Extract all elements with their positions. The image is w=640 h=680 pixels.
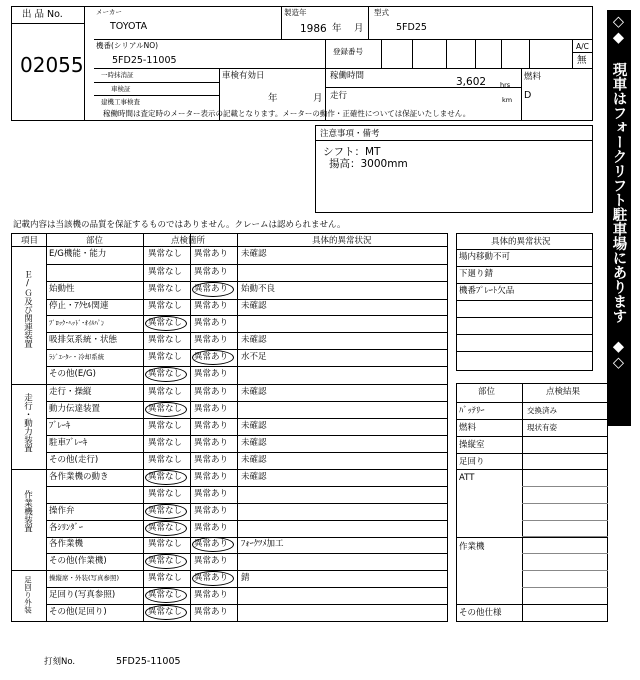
check-ok-option[interactable]: 異常なし bbox=[148, 438, 183, 448]
row-part-label: 停止・ｱｸｾﾙ関連 bbox=[49, 301, 109, 311]
row-part-label: 各作業機 bbox=[49, 539, 84, 549]
check-ok-option[interactable]: 異常なし bbox=[148, 387, 183, 397]
check-ok-option[interactable]: 異常なし bbox=[148, 267, 183, 277]
col-check-header: 点検箇所 bbox=[171, 236, 206, 246]
row-part-label: 操縦席・外装(写真参照) bbox=[49, 574, 120, 582]
parts-row-divider bbox=[456, 436, 608, 437]
detail-line-divider bbox=[456, 351, 593, 352]
check-ng-option[interactable]: 異常あり bbox=[194, 590, 229, 600]
year-label: 製造年 bbox=[284, 8, 307, 17]
check-ok-option[interactable]: 異常なし bbox=[148, 506, 183, 516]
shaken-label: 車検有効日 bbox=[222, 71, 265, 81]
detail-line-divider bbox=[456, 300, 593, 301]
check-ok-option[interactable]: 異常なし bbox=[148, 369, 183, 379]
check-ng-option[interactable]: 異常あり bbox=[194, 369, 229, 379]
check-ok-option[interactable]: 異常なし bbox=[148, 607, 183, 617]
check-ng-option[interactable]: 異常あり bbox=[194, 335, 229, 345]
location-notice: ◇◆ 現車はフォークリフト駐車場にあります ◆◇ bbox=[610, 14, 627, 371]
col-part-header: 部位 bbox=[86, 236, 104, 246]
work-sub-divider bbox=[522, 570, 608, 571]
row-part-label: その他(E/G) bbox=[49, 369, 96, 379]
inspection-label: 建機工事検査 bbox=[101, 98, 140, 106]
ac-label: A/C bbox=[576, 42, 589, 51]
registration-label: 登録番号 bbox=[333, 47, 363, 56]
ok-selected-circle bbox=[145, 588, 187, 603]
row-detail: 未確認 bbox=[241, 387, 267, 397]
vehicle-cert-label: 車検証 bbox=[111, 85, 131, 93]
ok-selected-circle bbox=[145, 367, 187, 382]
ok-selected-circle bbox=[145, 402, 187, 417]
row-divider bbox=[46, 332, 448, 333]
row-part-label: 各作業機の動き bbox=[49, 472, 109, 482]
row-detail: 未確認 bbox=[241, 472, 267, 482]
check-ok-option[interactable]: 異常なし bbox=[148, 284, 183, 294]
parts-row-part: ﾊﾞｯﾃﾘｰ bbox=[459, 406, 485, 416]
row-part-label: ﾌﾞﾛｯｸ･ﾍｯﾄﾞ･ｵｲﾙﾊﾟﾝ bbox=[49, 319, 105, 327]
row-detail: 錆 bbox=[241, 573, 250, 583]
check-ng-option[interactable]: 異常あり bbox=[194, 404, 229, 414]
check-ok-option[interactable]: 異常なし bbox=[148, 301, 183, 311]
check-ok-option[interactable]: 異常なし bbox=[148, 590, 183, 600]
model-label: 型式 bbox=[374, 8, 389, 17]
work-sub-divider bbox=[522, 587, 608, 588]
fuel-label: 燃料 bbox=[524, 72, 542, 82]
att-label: ATT bbox=[459, 473, 475, 483]
check-ok-option[interactable]: 異常なし bbox=[148, 523, 183, 533]
hours-note: 稼働時間は査定時のメーター表示の記載となります。メーターの動作・正確性については保証いたしません。 bbox=[103, 109, 471, 118]
row-part-label: ﾗｼﾞｴｰﾀｰ・冷却系統 bbox=[49, 353, 105, 361]
check-ng-option[interactable]: 異常あり bbox=[194, 438, 229, 448]
group-label-engine: Ｅ/Ｇ及び関連装置 bbox=[22, 270, 33, 348]
row-divider bbox=[46, 537, 448, 538]
detail-line-divider bbox=[456, 334, 593, 335]
check-ng-option[interactable]: 異常あり bbox=[194, 506, 229, 516]
detail-line-divider bbox=[456, 317, 593, 318]
notes-line-2: 揚高：3000mm bbox=[329, 158, 408, 170]
mileage-label: 走行 bbox=[330, 91, 348, 101]
serial-value: 5FD25-11005 bbox=[112, 55, 177, 66]
model-value: 5FD25 bbox=[396, 22, 427, 33]
work-label: 作業機 bbox=[459, 542, 485, 552]
check-ng-option[interactable]: 異常あり bbox=[194, 352, 229, 362]
row-divider bbox=[11, 570, 448, 571]
check-ng-option[interactable]: 異常あり bbox=[194, 539, 229, 549]
ng-selected-circle bbox=[192, 282, 234, 297]
notes-line-1: シフト：MT bbox=[323, 146, 381, 158]
row-part-label: 動力伝達装置 bbox=[49, 404, 101, 414]
parts-row-result: 交換済み bbox=[527, 406, 557, 415]
parts-row-divider bbox=[456, 469, 608, 470]
check-ok-option[interactable]: 異常なし bbox=[148, 489, 183, 499]
row-detail: 未確認 bbox=[241, 421, 267, 431]
maker-label: メーカー bbox=[96, 8, 122, 16]
row-part-label: ﾌﾞﾚｰｷ bbox=[49, 421, 71, 431]
group-label-work: 作業機装置 bbox=[22, 490, 33, 533]
ac-value: 無 bbox=[577, 55, 587, 66]
serial-label: 機番(シリアルNO) bbox=[96, 41, 159, 50]
row-divider bbox=[46, 315, 448, 316]
parts-row-divider bbox=[456, 453, 608, 454]
check-ng-option[interactable]: 異常あり bbox=[194, 318, 229, 328]
check-ok-option[interactable]: 異常なし bbox=[148, 455, 183, 465]
abnormal-detail-line: 場内移動不可 bbox=[459, 252, 511, 262]
abnormal-detail-header: 具体的異常状況 bbox=[491, 237, 551, 247]
row-divider bbox=[46, 401, 448, 402]
row-detail: 未確認 bbox=[241, 301, 267, 311]
temp-cert-label: 一時抹消証 bbox=[101, 71, 134, 79]
row-divider bbox=[46, 281, 448, 282]
row-detail: 未確認 bbox=[241, 249, 267, 259]
row-detail: 未確認 bbox=[241, 335, 267, 345]
row-divider bbox=[46, 299, 448, 300]
row-divider bbox=[46, 349, 448, 350]
row-divider bbox=[46, 553, 448, 554]
stamp-value: 5FD25-11005 bbox=[116, 656, 181, 667]
work-sub-divider bbox=[522, 553, 608, 554]
parts-row-divider bbox=[456, 537, 608, 538]
month-unit: 月 bbox=[354, 23, 364, 34]
row-divider bbox=[46, 587, 448, 588]
row-divider bbox=[46, 452, 448, 453]
check-ng-option[interactable]: 異常あり bbox=[194, 284, 229, 294]
row-divider bbox=[46, 503, 448, 504]
location-sidebar bbox=[607, 10, 631, 426]
group-label-drive: 走行・動力装置 bbox=[22, 393, 33, 453]
other-spec-label: その他仕様 bbox=[459, 608, 502, 618]
disclaimer: 記載内容は当該機の品質を保証するものではありません。クレームは認められません。 bbox=[13, 220, 346, 230]
ok-selected-circle bbox=[145, 316, 187, 331]
row-part-label: その他(走行) bbox=[49, 455, 99, 465]
row-divider bbox=[11, 469, 448, 470]
ok-selected-circle bbox=[145, 521, 187, 536]
abnormal-detail-line: 下廻り錆 bbox=[459, 269, 494, 279]
hours-value: 3,602 bbox=[456, 76, 487, 88]
row-part-label: 走行・操縦 bbox=[49, 387, 92, 397]
check-ng-option[interactable]: 異常あり bbox=[194, 387, 229, 397]
check-ng-option[interactable]: 異常あり bbox=[194, 573, 229, 583]
group-label-chassis: 足回り外装 bbox=[23, 576, 33, 614]
ng-selected-circle bbox=[192, 350, 234, 365]
check-ok-option[interactable]: 異常なし bbox=[148, 472, 183, 482]
row-part-label: 吸排気系統・状態 bbox=[49, 335, 118, 345]
check-ok-option[interactable]: 異常なし bbox=[148, 539, 183, 549]
shaken-month-unit: 月 bbox=[313, 93, 323, 104]
check-ng-option[interactable]: 異常あり bbox=[194, 489, 229, 499]
year-unit: 年 bbox=[332, 23, 342, 34]
ng-selected-circle bbox=[192, 571, 234, 586]
att-sub-divider bbox=[522, 486, 608, 487]
row-detail: 未確認 bbox=[241, 455, 267, 465]
check-ok-option[interactable]: 異常なし bbox=[148, 404, 183, 414]
shaken-year-unit: 年 bbox=[268, 93, 278, 104]
check-ng-option[interactable]: 異常あり bbox=[194, 421, 229, 431]
row-part-label: その他(作業機) bbox=[49, 556, 107, 566]
parts-row-part: 燃料 bbox=[459, 423, 477, 433]
detail-line-divider bbox=[456, 266, 593, 267]
stamp-label: 打刻No. bbox=[44, 657, 76, 667]
check-ok-option[interactable]: 異常なし bbox=[148, 573, 183, 583]
notes-label: 注意事項・備考 bbox=[320, 129, 380, 139]
parts-row-part: 足回り bbox=[459, 457, 485, 467]
hrs-unit: hrs bbox=[500, 81, 511, 89]
ok-selected-circle bbox=[145, 554, 187, 569]
check-ok-option[interactable]: 異常なし bbox=[148, 318, 183, 328]
abnormal-detail-line: 機番ﾌﾟﾚｰﾄ欠品 bbox=[459, 286, 515, 296]
row-part-label: 始動性 bbox=[49, 284, 75, 294]
col-item-header: 項目 bbox=[21, 236, 39, 246]
row-part-label: E/G機能・能力 bbox=[49, 249, 107, 259]
detail-line-divider bbox=[456, 283, 593, 284]
col-detail-header: 具体的異常状況 bbox=[312, 236, 372, 246]
fuel-value: D bbox=[524, 90, 532, 101]
year-value: 1986 bbox=[300, 23, 327, 35]
row-detail: ﾌｫｰｸﾂﾒ加工 bbox=[241, 539, 284, 549]
row-divider bbox=[46, 435, 448, 436]
row-divider bbox=[46, 264, 448, 265]
check-ok-option[interactable]: 異常なし bbox=[148, 556, 183, 566]
row-divider bbox=[46, 366, 448, 367]
hours-label: 稼働時間 bbox=[330, 71, 365, 81]
row-divider bbox=[46, 486, 448, 487]
row-part-label: 足回り(写真参照) bbox=[49, 590, 116, 600]
att-sub-divider bbox=[522, 520, 608, 521]
ok-selected-circle bbox=[145, 504, 187, 519]
row-detail: 未確認 bbox=[241, 438, 267, 448]
row-detail: 始動不良 bbox=[241, 284, 276, 294]
lot-number: 02055 bbox=[20, 53, 84, 77]
row-part-label: 各ｼﾘﾝﾀﾞｰ bbox=[49, 523, 84, 533]
att-sub-divider bbox=[522, 503, 608, 504]
check-ng-option[interactable]: 異常あり bbox=[194, 607, 229, 617]
row-detail: 水不足 bbox=[241, 352, 267, 362]
check-ok-option[interactable]: 異常なし bbox=[148, 352, 183, 362]
check-ng-option[interactable]: 異常あり bbox=[194, 301, 229, 311]
row-part-label: その他(足回り) bbox=[49, 607, 107, 617]
km-unit: km bbox=[502, 96, 513, 104]
check-ng-option[interactable]: 異常あり bbox=[194, 472, 229, 482]
maker-value: TOYOTA bbox=[110, 21, 148, 32]
parts-row-part: 操縦室 bbox=[459, 440, 485, 450]
parts-row-divider bbox=[456, 604, 608, 605]
ok-selected-circle bbox=[145, 470, 187, 485]
parts-header: 部位 bbox=[478, 387, 496, 397]
check-ng-option[interactable]: 異常あり bbox=[194, 556, 229, 566]
row-divider bbox=[46, 418, 448, 419]
ng-selected-circle bbox=[192, 537, 234, 552]
row-divider bbox=[46, 520, 448, 521]
lot-label: 出 品 No. bbox=[22, 9, 63, 20]
parts-row-result: 現状有姿 bbox=[527, 423, 557, 432]
row-divider bbox=[11, 384, 448, 385]
check-ok-option[interactable]: 異常なし bbox=[148, 249, 183, 259]
ok-selected-circle bbox=[145, 605, 187, 620]
row-part-label: 駐車ﾌﾞﾚｰｷ bbox=[49, 438, 88, 448]
check-ok-option[interactable]: 異常なし bbox=[148, 421, 183, 431]
check-ng-option[interactable]: 異常あり bbox=[194, 523, 229, 533]
check-ng-option[interactable]: 異常あり bbox=[194, 455, 229, 465]
check-ok-option[interactable]: 異常なし bbox=[148, 335, 183, 345]
result-header: 点検結果 bbox=[546, 387, 581, 397]
row-part-label: 操作弁 bbox=[49, 506, 75, 516]
check-ng-option[interactable]: 異常あり bbox=[194, 249, 229, 259]
parts-row-divider bbox=[456, 419, 608, 420]
check-ng-option[interactable]: 異常あり bbox=[194, 267, 229, 277]
row-divider bbox=[46, 604, 448, 605]
